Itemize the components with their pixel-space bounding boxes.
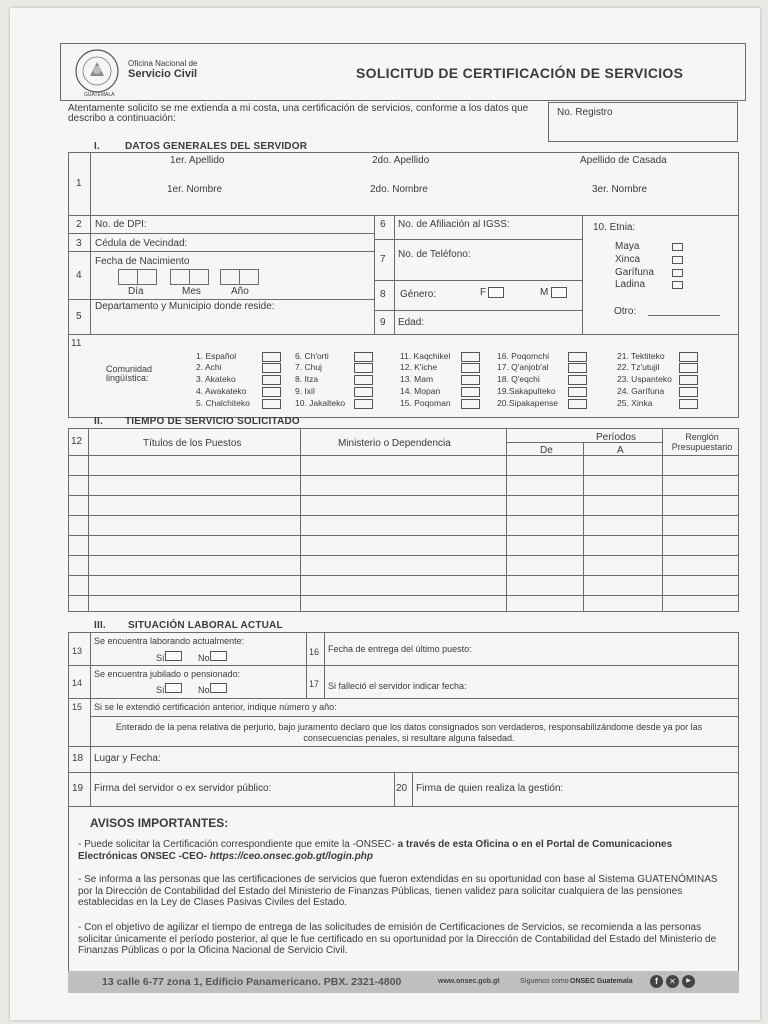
row15-number: 15: [72, 702, 83, 712]
igss-label: No. de Afiliación al IGSS:: [398, 219, 510, 230]
seal-logo: [70, 48, 124, 94]
language-option-checkbox[interactable]: [354, 352, 373, 362]
language-option-checkbox[interactable]: [461, 363, 480, 373]
section1-title: DATOS GENERALES DEL SERVIDOR: [125, 141, 308, 152]
gender-m-checkbox[interactable]: [551, 287, 567, 298]
language-option-label: 12. K'iche: [400, 362, 438, 372]
genero-label: Género:: [400, 289, 437, 300]
dpi-label: No. de DPI:: [95, 219, 147, 230]
declaracion-text: Enterado de la pena relativa de perjurio, bajo juramento declaro que los datos consignados son verdaderos, responsabilizándome desde ya por las consecuencias penales, si resultare alguna falsedad.: [115, 722, 703, 743]
intro-text: Atentamente solicito se me extienda a mi costa, una certificación de servicios, conforme a los datos que describo a continuación:: [68, 103, 529, 124]
language-option-label: 18. Q'eqchi: [497, 374, 540, 384]
aviso-2-text: Se informa a las personas que las certificaciones de servicios que fueron extendidas en su oportunidad con base al Sistema GUATENÓMINAS por la Dirección de Contabilidad del Estado del Ministerio de Finanzas Públicas, tienen validez para solicitar cualquiera de las pensiones establecidas en la Ley de Clases Pasivas Civiles del Estado.: [78, 874, 718, 908]
language-option-checkbox[interactable]: [568, 363, 587, 373]
org-line2: Servicio Civil: [128, 68, 198, 80]
anio-label: Año: [231, 286, 249, 297]
nacimiento-label: Fecha de Nacimiento: [95, 256, 190, 267]
twitter-icon[interactable]: ✕: [666, 975, 679, 988]
row11-number: 11: [71, 338, 82, 349]
apellido1-label: 1er. Apellido: [170, 155, 225, 166]
language-option-checkbox[interactable]: [461, 399, 480, 409]
row17-number: 17: [309, 679, 320, 689]
language-option-label: 13. Mam: [400, 374, 434, 384]
row8-number: 8: [380, 289, 386, 300]
birth-month-boxes[interactable]: [170, 269, 210, 285]
etnia-xinca-checkbox[interactable]: [672, 256, 683, 264]
row18-number: 18: [72, 753, 84, 764]
org-line1: Oficina Nacional de: [128, 59, 198, 68]
footer-web[interactable]: www.onsec.gob.gt: [438, 978, 500, 985]
row7-number: 7: [380, 254, 386, 265]
language-option-label: 25. Xinka: [617, 398, 653, 408]
language-option-label: 1. Español: [196, 351, 237, 361]
service-row-line[interactable]: [68, 495, 739, 496]
gender-m-label: M: [540, 287, 549, 298]
language-option-label: 5. Chalchiteko: [196, 398, 250, 408]
registro-box[interactable]: [548, 102, 738, 142]
youtube-icon[interactable]: ▶: [682, 975, 695, 988]
nombre2-label: 2do. Nombre: [370, 184, 428, 195]
registro-label: No. Registro: [557, 107, 613, 118]
firma-gestion-label: Firma de quien realiza la gestión:: [416, 783, 564, 794]
language-option-checkbox[interactable]: [568, 399, 587, 409]
aviso-1-link[interactable]: https://ceo.onsec.gob.gt/login.php: [209, 851, 374, 862]
etnia-ladina-checkbox[interactable]: [672, 281, 683, 289]
laborando-si-checkbox[interactable]: [165, 651, 182, 661]
nombre3-label: 3er. Nombre: [592, 184, 648, 195]
language-option-checkbox[interactable]: [354, 399, 373, 409]
jubilado-label: Se encuentra jubilado o pensionado:: [94, 669, 241, 679]
dia-label: Día: [128, 286, 144, 297]
language-option-label: 2. Achi: [196, 362, 222, 372]
footer-follow: Síguenos como: [520, 978, 569, 985]
service-row-line[interactable]: [68, 455, 739, 456]
service-row-line[interactable]: [68, 475, 739, 476]
birth-year-boxes[interactable]: [220, 269, 260, 285]
apellido1-field[interactable]: [92, 165, 362, 181]
apellido-casada-label: Apellido de Casada: [580, 155, 667, 166]
section3-title: SITUACIÓN LABORAL ACTUAL: [128, 620, 283, 631]
etnia-label: 10. Etnia:: [593, 222, 636, 233]
row2-number: 2: [76, 219, 82, 230]
language-option-label: 4. Awakateko: [196, 386, 247, 396]
language-option-checkbox[interactable]: [354, 375, 373, 385]
row9-number: 9: [380, 317, 386, 328]
aviso-3-text: Con el objetivo de agilizar el tiempo de entrega de las solicitudes de emisión de Certificaciones de Servicios, se recomienda a las personas solicitar únicamente el período posterior, al que le fue certificado en su oportunidad por la Dirección de Contabilidad del Estado del Ministerio de Finanzas Públicas o por la Oficina Nacional de Servicio Civil.: [78, 922, 717, 956]
language-option-checkbox[interactable]: [679, 375, 698, 385]
gender-f-label: F: [480, 287, 487, 298]
firma-servidor-label: Firma del servidor o ex servidor público:: [94, 783, 272, 794]
jubilado-si-checkbox[interactable]: [165, 683, 182, 693]
language-option-checkbox[interactable]: [354, 387, 373, 397]
language-option-label: 16. Poqomchi: [497, 351, 549, 361]
seal-text: GUATEMALA: [84, 92, 115, 98]
aviso-1-bold: a través de esta Oficina o en el Portal de Comunicaciones Electrónicas ONSEC -CEO-: [78, 839, 673, 862]
language-option-label: 22. Tz'utujil: [617, 362, 660, 372]
language-option-checkbox[interactable]: [262, 387, 281, 397]
aviso-1: - Puede solicitar la Certificación correspondiente que emite la -ONSEC- a través de esta Oficina o en el Portal de Comunicaciones Electrónicas ONSEC -CEO- https://ceo.onsec.gob.gt/login.php: [78, 839, 673, 862]
form-title: SOLICITUD DE CERTIFICACIÓN DE SERVICIOS: [356, 65, 684, 81]
row3-number: 3: [76, 238, 82, 249]
row5-number: 5: [76, 311, 82, 322]
laborando-no-checkbox[interactable]: [210, 651, 227, 661]
language-option-label: 15. Poqoman: [400, 398, 451, 408]
jubilado-no-checkbox[interactable]: [210, 683, 227, 693]
etnia-ladina: Ladina: [615, 279, 646, 290]
language-option-checkbox[interactable]: [679, 363, 698, 373]
language-option-checkbox[interactable]: [461, 375, 480, 385]
ministerio-header: Ministerio o Dependencia: [338, 438, 451, 449]
gender-f-checkbox[interactable]: [488, 287, 504, 298]
language-option-checkbox[interactable]: [679, 387, 698, 397]
language-option-checkbox[interactable]: [679, 352, 698, 362]
language-option-label: 14. Mopan: [400, 386, 441, 396]
comunidad-label-2: lingüística:: [106, 373, 149, 383]
row16-number: 16: [309, 647, 320, 657]
language-option-label: 7. Chuj: [295, 362, 322, 372]
language-option-label: 10. Jakalteko: [295, 398, 346, 408]
comunidad-label-1: Comunidad: [106, 364, 153, 374]
periodo-a-header: A: [617, 445, 624, 456]
language-option-label: 17. Q'anjob'al: [497, 362, 549, 372]
telefono-label: No. de Teléfono:: [398, 249, 471, 260]
language-option-label: 23. Uspanteko: [617, 374, 672, 384]
cedula-label: Cédula de Vecindad:: [95, 238, 188, 249]
language-option-checkbox[interactable]: [262, 375, 281, 385]
language-option-checkbox[interactable]: [262, 352, 281, 362]
language-option-checkbox[interactable]: [354, 363, 373, 373]
language-option-checkbox[interactable]: [679, 399, 698, 409]
language-option-checkbox[interactable]: [262, 399, 281, 409]
lugar-label: Lugar y Fecha:: [94, 753, 161, 764]
language-option-label: 19.Sakapulteko: [497, 386, 556, 396]
language-option-checkbox[interactable]: [568, 375, 587, 385]
language-option-label: 11. Kaqchikel: [400, 351, 451, 361]
language-option-checkbox[interactable]: [262, 363, 281, 373]
service-row-line[interactable]: [68, 515, 739, 516]
language-option-checkbox[interactable]: [461, 387, 480, 397]
laborando-label: Se encuentra laborando actualmente:: [94, 636, 245, 646]
section2-title: TIEMPO DE SERVICIO SOLICITADO: [125, 416, 300, 427]
aviso-2: - Se informa a las personas que las certificaciones de servicios que fueron extendidas en su oportunidad con base al Sistema GUATENÓMINAS por la Dirección de Contabilidad del Estado del Ministerio de Finanzas Públicas, tienen validez para solicitar cualquiera de las pensiones establecidas en la Ley de Clases Pasivas Civiles del Estado.: [78, 874, 718, 908]
aviso-1-text: Puede solicitar la Certificación correspondiente que emite la -ONSEC-: [84, 839, 395, 850]
laborando-no-label: No: [198, 653, 210, 663]
etnia-otro-label: Otro:: [614, 306, 637, 317]
row1-number: 1: [76, 178, 82, 189]
row13-number: 13: [72, 646, 83, 656]
language-option-checkbox[interactable]: [568, 387, 587, 397]
periodo-de-header: De: [540, 445, 553, 456]
row4-number: 4: [76, 270, 82, 281]
language-option-label: 3. Akateko: [196, 374, 236, 384]
language-option-checkbox[interactable]: [568, 352, 587, 362]
etnia-garifuna-checkbox[interactable]: [672, 269, 683, 277]
row6-number: 6: [380, 219, 386, 230]
puestos-header: Títulos de los Puestos: [143, 438, 242, 449]
language-option-label: 9. Ixil: [295, 386, 315, 396]
language-option-label: 6. Ch'orti: [295, 351, 329, 361]
birth-day-boxes[interactable]: [118, 269, 158, 285]
section1-number: I.: [94, 141, 100, 152]
facebook-icon[interactable]: f: [650, 975, 663, 988]
nombre1-label: 1er. Nombre: [167, 184, 223, 195]
aviso-3: - Con el objetivo de agilizar el tiempo de entrega de las solicitudes de emisión de Certificaciones de Servicios, se recomienda a las personas solicitar únicamente el período posterior, al que le fue certificado en su oportunidad por la Dirección de Contabilidad del Estado del Ministerio de Finanzas Públicas o por la Oficina Nacional de Servicio Civil.: [78, 922, 717, 956]
etnia-maya: Maya: [615, 241, 640, 252]
form-sheet: [10, 8, 760, 1020]
row20-number: 20: [396, 783, 408, 794]
language-option-label: 21. Tektiteko: [617, 351, 665, 361]
language-option-label: 20.Sipakapense: [497, 398, 558, 408]
service-row-line[interactable]: [68, 595, 739, 596]
service-row-line[interactable]: [68, 555, 739, 556]
jubilado-si-label: Sí: [156, 685, 165, 695]
row14-number: 14: [72, 678, 83, 688]
fallecio-label: Si falleció el servidor indicar fecha:: [328, 681, 467, 691]
anterior-label: Si se le extendió certificación anterior, indique número y año:: [94, 702, 337, 712]
renglon-header: Renglón Presupuestario: [671, 432, 733, 452]
etnia-xinca: Xinca: [615, 254, 641, 265]
section2-number: II.: [94, 416, 103, 427]
etnia-maya-checkbox[interactable]: [672, 243, 683, 251]
etnia-garifuna: Garífuna: [615, 267, 654, 278]
edad-label: Edad:: [398, 317, 425, 328]
apellido2-label: 2do. Apellido: [372, 155, 430, 166]
depto-label: Departamento y Municipio donde reside:: [95, 301, 275, 312]
section3-number: III.: [94, 620, 106, 631]
fecha-entrega-label: Fecha de entrega del último puesto:: [328, 644, 472, 654]
row19-number: 19: [72, 783, 84, 794]
etnia-otro-field[interactable]: [648, 306, 720, 316]
service-row-line[interactable]: [68, 575, 739, 576]
language-option-label: 24. Garífuna: [617, 386, 665, 396]
nombre1-field[interactable]: [92, 196, 362, 212]
language-option-checkbox[interactable]: [461, 352, 480, 362]
avisos-title: AVISOS IMPORTANTES:: [90, 816, 229, 830]
jubilado-no-label: No: [198, 685, 210, 695]
periodos-header: Períodos: [596, 432, 637, 443]
footer-address: 13 calle 6-77 zona 1, Edificio Panamericano. PBX. 2321-4800: [102, 976, 402, 988]
row12-number: 12: [71, 436, 83, 447]
language-option-label: 8. Itza: [295, 374, 319, 384]
service-row-line[interactable]: [68, 535, 739, 536]
mes-label: Mes: [182, 286, 201, 297]
laborando-si-label: Sí: [156, 653, 165, 663]
footer-brand: ONSEC Guatemala: [570, 978, 633, 985]
